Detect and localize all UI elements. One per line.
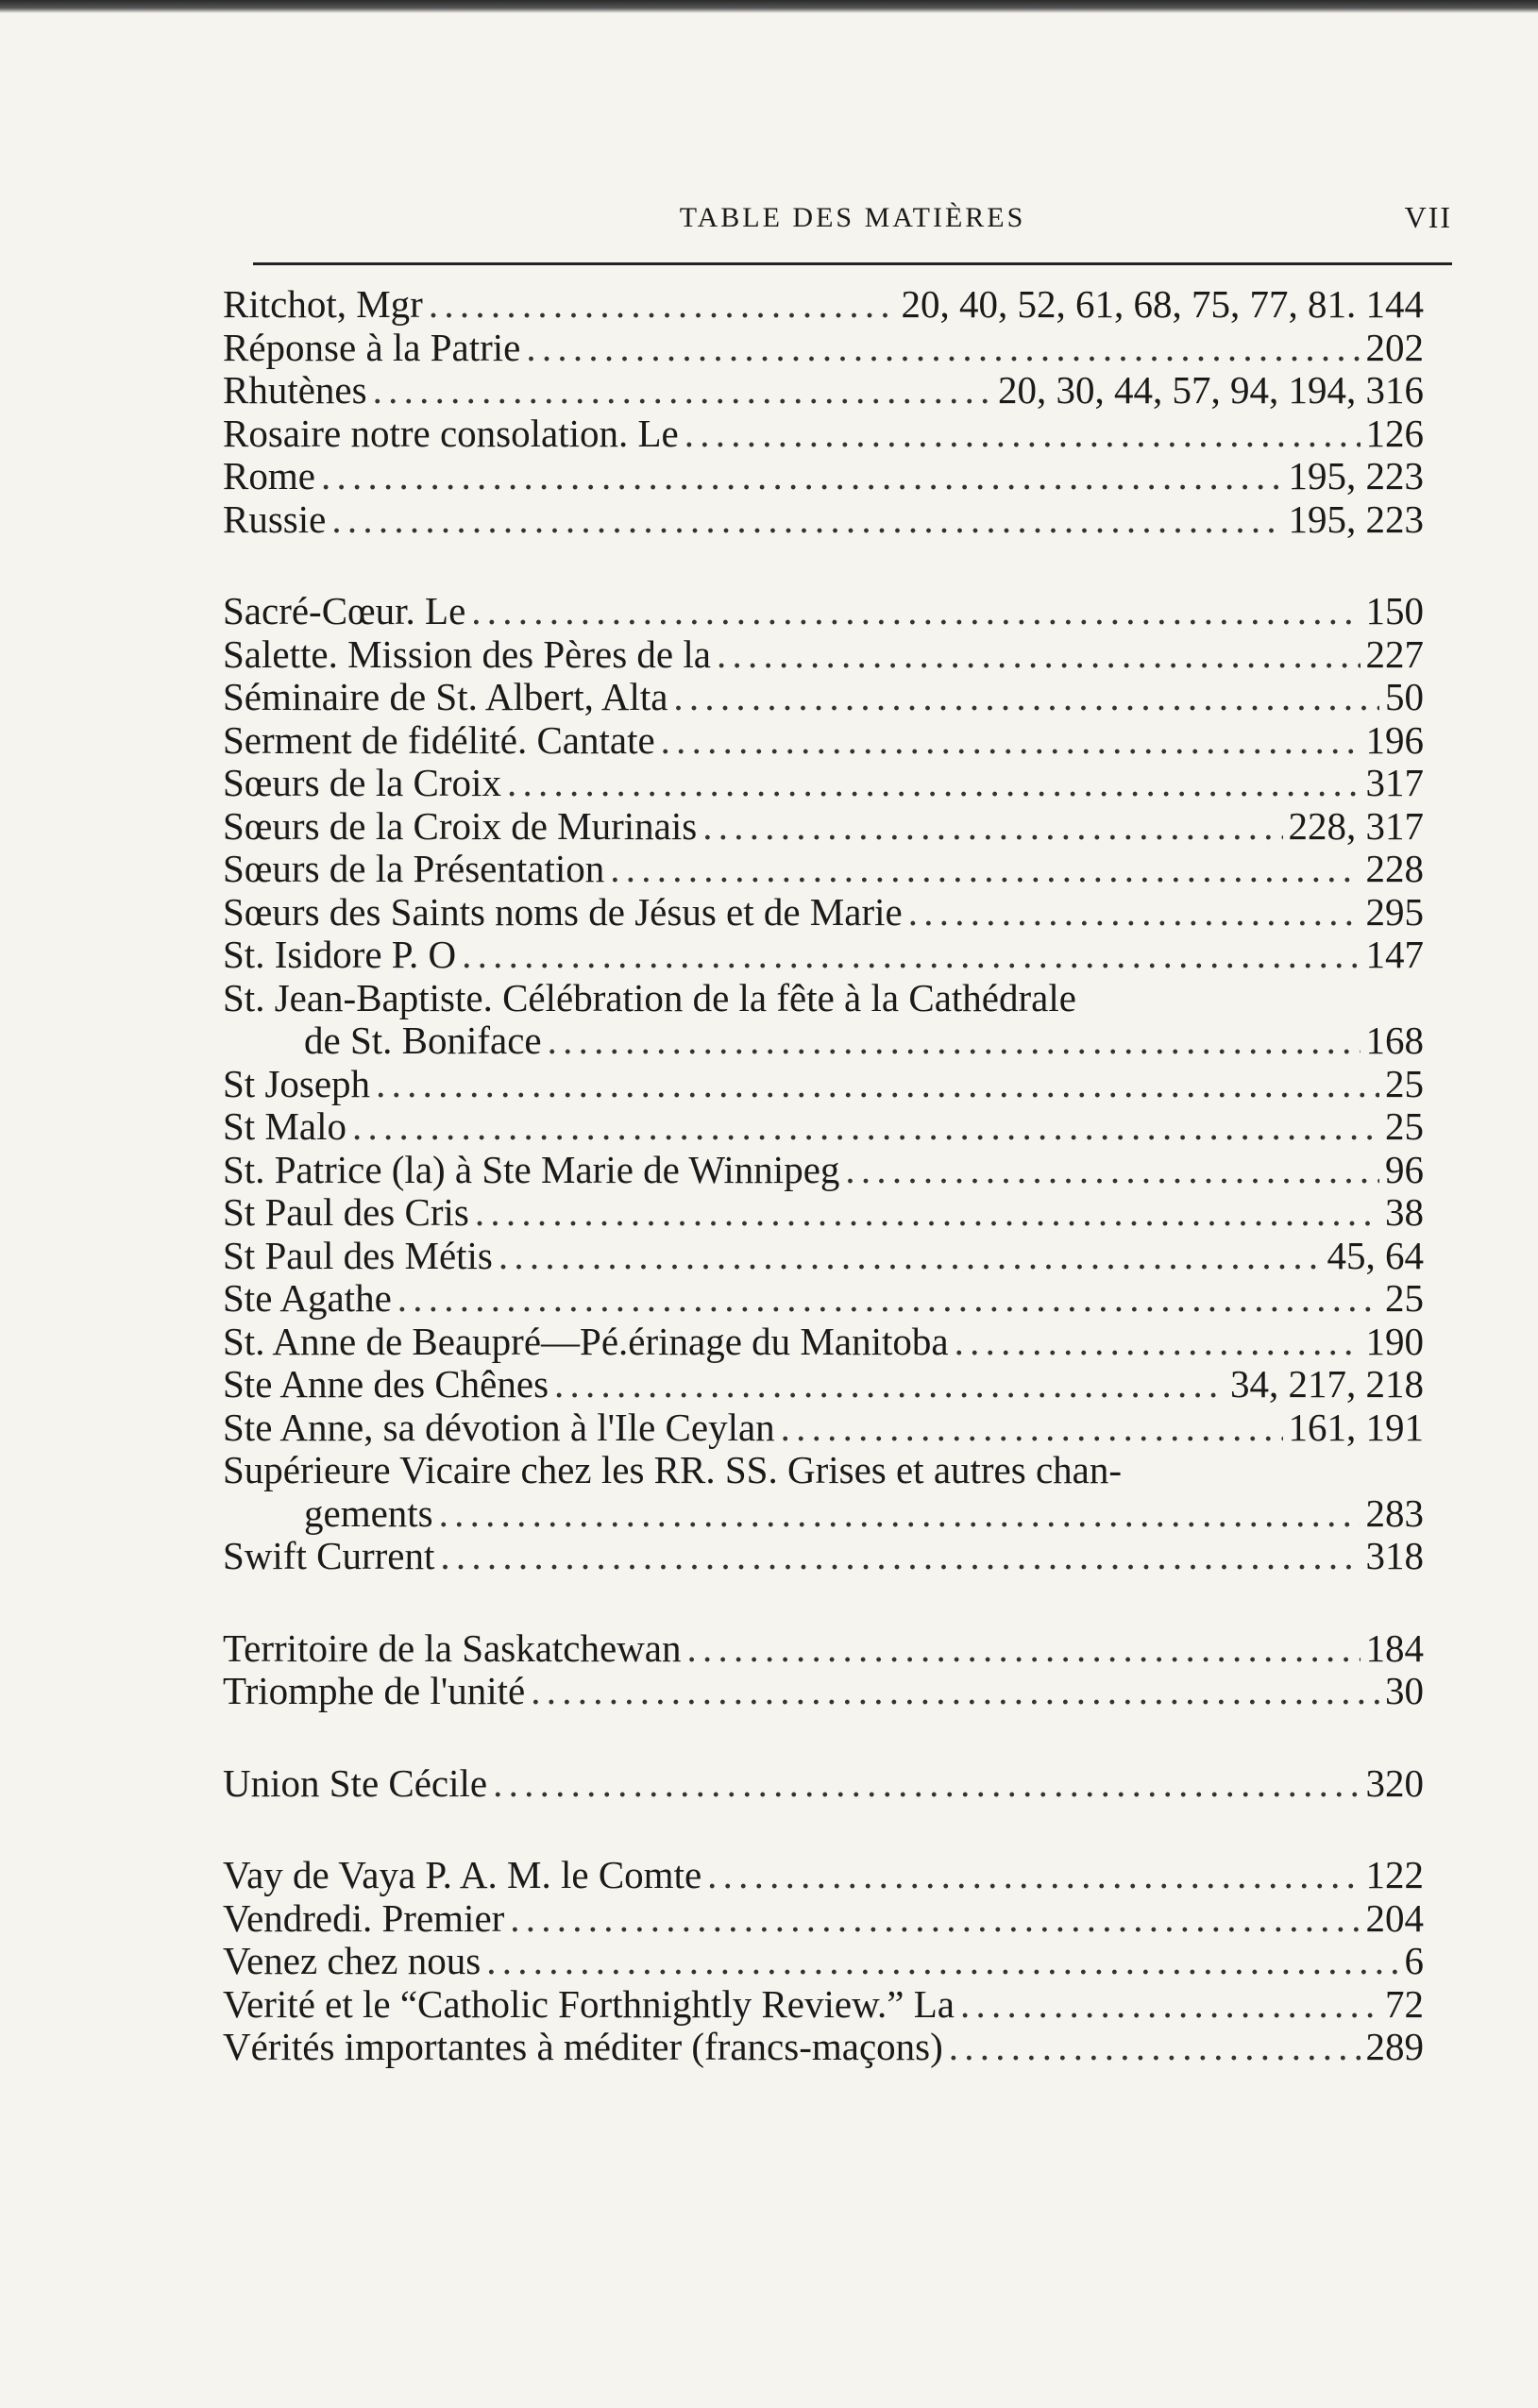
- entry-pages: 147: [1365, 933, 1424, 976]
- toc-entry: [223, 1363, 1424, 1406]
- entry-title: Territoire de la Saskatchewan: [223, 1625, 682, 1670]
- entry-pages: 195, 223: [1288, 454, 1424, 497]
- entry-pages: 196: [1365, 717, 1424, 762]
- entry-pages: 20, 30, 44, 57, 94, 194, 316: [998, 368, 1424, 412]
- toc-section: [223, 1854, 1424, 2069]
- toc-entry: [223, 2026, 1424, 2069]
- toc-entry: [223, 283, 1424, 327]
- entry-title: Verité et le “Catholic Forthnightly Review.” La: [223, 1981, 955, 2026]
- entry-title: Séminaire de St. Albert, Alta: [223, 675, 668, 718]
- entry-title: St Paul des Cris: [223, 1190, 469, 1234]
- entry-pages: 289: [1365, 2025, 1424, 2068]
- dot-leader: [845, 1149, 1379, 1192]
- toc-entry: [223, 1149, 1424, 1192]
- entry-title: Sœurs de la Présentation: [223, 847, 605, 890]
- toc-entry: [223, 1940, 1424, 1983]
- toc-entry: [223, 1670, 1424, 1713]
- toc-entry: [223, 369, 1424, 413]
- dot-leader: [687, 1627, 1361, 1671]
- dot-leader: [439, 1492, 1361, 1536]
- entry-title: Swift Current: [223, 1534, 435, 1577]
- dot-leader: [493, 1762, 1360, 1806]
- toc-section: [223, 590, 1424, 1578]
- entry-pages: 122: [1365, 1853, 1424, 1896]
- entry-title: Serment de fidélité. Cantate: [223, 717, 655, 762]
- entry-title: St. Patrice (la) à Ste Marie de Winnipeg: [223, 1147, 840, 1191]
- entry-title: Vérités importantes à méditer (francs-maçons): [223, 2025, 943, 2068]
- toc-entry: [223, 891, 1424, 935]
- dot-leader: [717, 633, 1361, 677]
- entry-title: Ste Anne des Chênes: [223, 1362, 549, 1406]
- toc-entry: [223, 805, 1424, 849]
- toc-entry: [223, 977, 1424, 1063]
- entry-pages: 50: [1385, 675, 1424, 718]
- entry-pages: 34, 217, 218: [1230, 1362, 1424, 1406]
- toc-entry: [223, 1235, 1424, 1278]
- entry-continuation: [223, 1492, 1424, 1536]
- entry-title-continued: de St. Boniface: [304, 1019, 542, 1062]
- entry-title: St Malo: [223, 1104, 346, 1148]
- toc-entry: [223, 1277, 1424, 1321]
- entry-title: Union Ste Cécile: [223, 1760, 488, 1805]
- toc-section: [223, 1762, 1424, 1806]
- entry-title: Salette. Mission des Pères de la: [223, 631, 711, 676]
- toc-entry: [223, 1321, 1424, 1364]
- entry-pages: 318: [1365, 1534, 1424, 1577]
- entry-pages: 317: [1365, 761, 1424, 804]
- dot-leader: [352, 1105, 1379, 1149]
- dot-leader: [397, 1277, 1379, 1321]
- toc-entry: [223, 719, 1424, 763]
- dot-leader: [955, 1321, 1361, 1364]
- dot-leader: [531, 1670, 1379, 1713]
- dot-leader: [440, 1535, 1360, 1578]
- toc-entry: [223, 676, 1424, 719]
- toc-entry: [223, 1983, 1424, 2027]
- toc-entry: [223, 1449, 1424, 1535]
- toc-entry: [223, 498, 1424, 542]
- entry-pages: 161, 191: [1288, 1405, 1424, 1449]
- entry-title: St. Isidore P. O: [223, 933, 457, 976]
- page-header: [253, 194, 1452, 242]
- entry-pages: 202: [1365, 325, 1424, 369]
- toc-entry: [223, 1406, 1424, 1450]
- table-of-contents: [223, 283, 1424, 2118]
- toc-entry: [223, 848, 1424, 891]
- dot-leader: [429, 283, 896, 327]
- page-number: VII: [1404, 200, 1452, 234]
- entry-title: Sœurs des Saints noms de Jésus et de Marie: [223, 889, 903, 934]
- entry-pages: 320: [1365, 1760, 1424, 1805]
- dot-leader: [908, 891, 1361, 935]
- entry-pages: 184: [1365, 1625, 1424, 1670]
- dot-leader: [373, 369, 992, 413]
- entry-pages: 227: [1365, 631, 1424, 676]
- dot-leader: [781, 1406, 1283, 1450]
- entry-title: Ritchot, Mgr: [223, 282, 423, 326]
- entry-pages: 72: [1385, 1981, 1424, 2026]
- entry-pages: 126: [1365, 411, 1424, 455]
- dot-leader: [661, 719, 1361, 763]
- entry-title: Ste Anne, sa dévotion à l'Ile Ceylan: [223, 1405, 775, 1449]
- entry-pages: 45, 64: [1327, 1233, 1424, 1277]
- toc-entry: [223, 1063, 1424, 1106]
- entry-title: St. Jean-Baptiste. Célébration de la fête à la Cathédrale: [223, 975, 1076, 1019]
- toc-entry: [223, 455, 1424, 498]
- entry-title: Supérieure Vicaire chez les RR. SS. Grises et autres chan-: [223, 1448, 1123, 1491]
- dot-leader: [486, 1940, 1398, 1983]
- toc-entry: [223, 1627, 1424, 1671]
- toc-entry: [223, 1762, 1424, 1806]
- dot-leader: [321, 455, 1283, 498]
- entry-title: Ste Agathe: [223, 1276, 392, 1320]
- toc-entry: [223, 1535, 1424, 1578]
- toc-entry: [223, 1191, 1424, 1235]
- entry-pages: 25: [1385, 1061, 1424, 1105]
- running-title: TABLE DES MATIÈRES: [679, 202, 1026, 233]
- entry-pages: 96: [1385, 1147, 1424, 1191]
- page-top-edge: [0, 0, 1538, 13]
- entry-title: St Joseph: [223, 1061, 371, 1105]
- dot-leader: [673, 676, 1379, 719]
- dot-leader: [949, 2026, 1361, 2069]
- toc-section: [223, 283, 1424, 541]
- entry-title: Venez chez nous: [223, 1939, 482, 1982]
- dot-leader: [960, 1983, 1379, 2027]
- dot-leader: [376, 1063, 1379, 1106]
- dot-leader: [462, 934, 1360, 977]
- entry-title: Russie: [223, 497, 327, 541]
- dot-leader: [707, 1854, 1360, 1897]
- header-rule: [253, 262, 1452, 265]
- dot-leader: [331, 498, 1282, 542]
- entry-pages: 20, 40, 52, 61, 68, 75, 77, 81. 144: [901, 282, 1424, 326]
- toc-entry: [223, 413, 1424, 456]
- entry-pages: 30: [1385, 1669, 1424, 1712]
- entry-title: Sœurs de la Croix: [223, 761, 501, 804]
- entry-title: Rome: [223, 454, 315, 497]
- entry-pages: 150: [1365, 589, 1424, 632]
- toc-entry: [223, 327, 1424, 370]
- toc-entry: [223, 633, 1424, 677]
- toc-entry: [223, 1897, 1424, 1941]
- entry-pages: 168: [1365, 1019, 1424, 1062]
- toc-entry: [223, 762, 1424, 805]
- entry-pages: 228: [1365, 847, 1424, 890]
- entry-title-continued: gements: [304, 1490, 433, 1535]
- dot-leader: [510, 1897, 1360, 1941]
- entry-pages: 228, 317: [1288, 803, 1424, 848]
- entry-title: St Paul des Métis: [223, 1233, 493, 1277]
- dot-leader: [610, 848, 1360, 891]
- entry-pages: 283: [1365, 1490, 1424, 1535]
- dot-leader: [554, 1363, 1225, 1406]
- entry-pages: 38: [1385, 1190, 1424, 1234]
- entry-title: Réponse à la Patrie: [223, 325, 521, 369]
- entry-title: Sacré-Cœur. Le: [223, 589, 466, 632]
- entry-title: Rhutènes: [223, 368, 367, 412]
- entry-pages: 195, 223: [1288, 497, 1424, 541]
- entry-title: Triomphe de l'unité: [223, 1669, 526, 1712]
- dot-leader: [548, 1019, 1361, 1063]
- entry-pages: 6: [1404, 1939, 1424, 1982]
- entry-title: Sœurs de la Croix de Murinais: [223, 803, 698, 848]
- entry-title: Rosaire notre consolation. Le: [223, 411, 679, 455]
- toc-section: [223, 1627, 1424, 1713]
- toc-entry: [223, 934, 1424, 977]
- dot-leader: [507, 762, 1361, 805]
- dot-leader: [526, 327, 1360, 370]
- entry-pages: 295: [1365, 889, 1424, 934]
- toc-entry: [223, 1854, 1424, 1897]
- entry-pages: 25: [1385, 1276, 1424, 1320]
- dot-leader: [475, 1191, 1379, 1235]
- entry-continuation: [223, 1019, 1424, 1063]
- entry-title: St. Anne de Beaupré—Pé.érinage du Manitoba: [223, 1319, 949, 1363]
- entry-title: Vendredi. Premier: [223, 1895, 505, 1940]
- toc-entry: [223, 590, 1424, 633]
- entry-title: Vay de Vaya P. A. M. le Comte: [223, 1853, 702, 1896]
- dot-leader: [499, 1235, 1322, 1278]
- entry-pages: 25: [1385, 1104, 1424, 1148]
- toc-entry: [223, 1105, 1424, 1149]
- dot-leader: [684, 413, 1361, 456]
- dot-leader: [702, 805, 1282, 849]
- entry-pages: 204: [1365, 1895, 1424, 1940]
- entry-pages: 190: [1365, 1319, 1424, 1363]
- dot-leader: [471, 590, 1360, 633]
